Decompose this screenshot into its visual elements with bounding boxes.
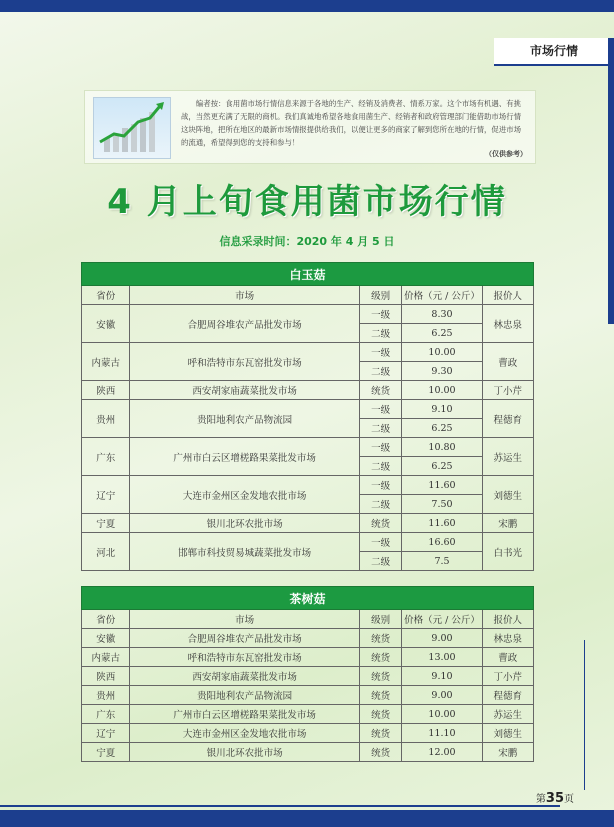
cell-grade: 统货 bbox=[359, 743, 401, 762]
column-header-grade: 级别 bbox=[359, 610, 401, 629]
column-header-reporter: 报价人 bbox=[482, 610, 533, 629]
page-number: 第35页 bbox=[535, 791, 574, 806]
footer-rule bbox=[0, 805, 560, 807]
cell-grade: 一级 bbox=[359, 400, 401, 419]
cell-market: 呼和浩特市东瓦窑批发市场 bbox=[130, 343, 360, 381]
cell-market: 广州市白云区增槎路果菜批发市场 bbox=[130, 438, 360, 476]
column-header-market: 市场 bbox=[130, 286, 360, 305]
column-header-province: 省份 bbox=[82, 286, 130, 305]
cell-reporter: 宋鹏 bbox=[482, 743, 533, 762]
cell-price: 9.00 bbox=[402, 686, 482, 705]
cell-grade: 一级 bbox=[359, 476, 401, 495]
cell-grade: 一级 bbox=[359, 533, 401, 552]
cell-grade: 二级 bbox=[359, 362, 401, 381]
cell-market: 贵阳地利农产品物流园 bbox=[130, 400, 360, 438]
section-tag-label: 市场行情 bbox=[529, 44, 578, 58]
bottom-band bbox=[0, 810, 614, 827]
table-row bbox=[82, 743, 534, 762]
table-row bbox=[82, 476, 534, 495]
table-row bbox=[82, 438, 534, 457]
cell-grade: 二级 bbox=[359, 552, 401, 571]
table-row bbox=[82, 343, 534, 362]
cell-reporter: 丁小芹 bbox=[482, 381, 533, 400]
cell-market: 贵阳地利农产品物流园 bbox=[130, 686, 360, 705]
cell-province: 贵州 bbox=[82, 686, 130, 705]
table-row bbox=[82, 705, 534, 724]
cell-province: 辽宁 bbox=[82, 724, 130, 743]
cell-reporter: 曹政 bbox=[482, 648, 533, 667]
cell-province: 内蒙古 bbox=[82, 343, 130, 381]
cell-price: 11.10 bbox=[402, 724, 482, 743]
table-row bbox=[82, 648, 534, 667]
cell-province: 陕西 bbox=[82, 667, 130, 686]
cell-reporter: 白书光 bbox=[482, 533, 533, 571]
cell-market: 银川北环农批市场 bbox=[130, 743, 360, 762]
cell-province: 河北 bbox=[82, 533, 130, 571]
page-number-value: 35 bbox=[545, 791, 564, 806]
cell-price: 11.60 bbox=[402, 514, 482, 533]
cell-price: 9.30 bbox=[402, 362, 482, 381]
cell-price: 6.25 bbox=[402, 324, 482, 343]
table-title-row bbox=[82, 587, 534, 610]
cell-price: 9.10 bbox=[402, 667, 482, 686]
table-row bbox=[82, 381, 534, 400]
table-row bbox=[82, 667, 534, 686]
cell-price: 12.00 bbox=[402, 743, 482, 762]
cell-reporter: 刘德生 bbox=[482, 724, 533, 743]
cell-province: 广东 bbox=[82, 438, 130, 476]
cell-price: 8.30 bbox=[402, 305, 482, 324]
cell-market: 合肥周谷堆农产品批发市场 bbox=[130, 629, 360, 648]
cell-reporter: 林忠泉 bbox=[482, 305, 533, 343]
cell-market: 合肥周谷堆农产品批发市场 bbox=[130, 305, 360, 343]
cell-market: 大连市金州区金发地农批市场 bbox=[130, 724, 360, 743]
cell-province: 宁夏 bbox=[82, 514, 130, 533]
editor-note bbox=[84, 90, 536, 164]
decorative-rule bbox=[584, 640, 585, 790]
cell-reporter: 程德育 bbox=[482, 400, 533, 438]
cell-reporter: 林忠泉 bbox=[482, 629, 533, 648]
cell-grade: 统货 bbox=[359, 705, 401, 724]
cell-grade: 统货 bbox=[359, 629, 401, 648]
reference-note: （仅供参考） bbox=[485, 150, 527, 158]
table-title: 茶树菇 bbox=[82, 587, 534, 610]
cell-grade: 二级 bbox=[359, 419, 401, 438]
cell-grade: 统货 bbox=[359, 648, 401, 667]
section-tag-bar bbox=[608, 38, 614, 64]
cell-price: 6.25 bbox=[402, 419, 482, 438]
cell-price: 10.00 bbox=[402, 381, 482, 400]
cell-grade: 统货 bbox=[359, 514, 401, 533]
cell-grade: 统货 bbox=[359, 686, 401, 705]
table-row bbox=[82, 724, 534, 743]
cell-grade: 统货 bbox=[359, 667, 401, 686]
cell-market: 西安胡家庙蔬菜批发市场 bbox=[130, 667, 360, 686]
table-row bbox=[82, 686, 534, 705]
cell-province: 安徽 bbox=[82, 305, 130, 343]
cell-market: 广州市白云区增槎路果菜批发市场 bbox=[130, 705, 360, 724]
rising-bars-icon bbox=[94, 98, 170, 158]
table-row bbox=[82, 400, 534, 419]
cell-grade: 统货 bbox=[359, 724, 401, 743]
cell-province: 宁夏 bbox=[82, 743, 130, 762]
info-date: 信息采录时间：2020 年 4 月 5 日 bbox=[219, 235, 395, 248]
price-table-2 bbox=[81, 586, 534, 762]
cell-province: 安徽 bbox=[82, 629, 130, 648]
cell-grade: 一级 bbox=[359, 343, 401, 362]
table-title: 白玉菇 bbox=[82, 263, 534, 286]
cell-price: 13.00 bbox=[402, 648, 482, 667]
cell-price: 7.50 bbox=[402, 495, 482, 514]
cell-market: 银川北环农批市场 bbox=[130, 514, 360, 533]
cell-province: 贵州 bbox=[82, 400, 130, 438]
table-title-row bbox=[82, 263, 534, 286]
cell-grade: 一级 bbox=[359, 438, 401, 457]
cell-price: 9.10 bbox=[402, 400, 482, 419]
cell-market: 大连市金州区金发地农批市场 bbox=[130, 476, 360, 514]
table-row bbox=[82, 305, 534, 324]
cell-market: 邯郸市科技贸易城蔬菜批发市场 bbox=[130, 533, 360, 571]
cell-reporter: 曹政 bbox=[482, 343, 533, 381]
cell-reporter: 宋鹏 bbox=[482, 514, 533, 533]
column-header-price: 价格（元 / 公斤） bbox=[402, 610, 482, 629]
column-header-price: 价格（元 / 公斤） bbox=[402, 286, 482, 305]
cell-province: 辽宁 bbox=[82, 476, 130, 514]
growth-chart-thumbnail bbox=[93, 97, 171, 159]
page-title: 4 月上旬食用菌市场行情 bbox=[107, 182, 507, 222]
cell-price: 10.00 bbox=[402, 705, 482, 724]
cell-grade: 统货 bbox=[359, 381, 401, 400]
cell-grade: 二级 bbox=[359, 495, 401, 514]
cell-market: 呼和浩特市东瓦窑批发市场 bbox=[130, 648, 360, 667]
cell-price: 10.00 bbox=[402, 343, 482, 362]
column-header-province: 省份 bbox=[82, 610, 130, 629]
cell-market: 西安胡家庙蔬菜批发市场 bbox=[130, 381, 360, 400]
table-row bbox=[82, 533, 534, 552]
cell-province: 广东 bbox=[82, 705, 130, 724]
cell-price: 10.80 bbox=[402, 438, 482, 457]
cell-price: 9.00 bbox=[402, 629, 482, 648]
column-header-market: 市场 bbox=[130, 610, 360, 629]
cell-grade: 一级 bbox=[359, 305, 401, 324]
cell-province: 内蒙古 bbox=[82, 648, 130, 667]
cell-price: 11.60 bbox=[402, 476, 482, 495]
column-header-grade: 级别 bbox=[359, 286, 401, 305]
table-header-row bbox=[82, 286, 534, 305]
column-header-reporter: 报价人 bbox=[482, 286, 533, 305]
cell-reporter: 苏运生 bbox=[482, 705, 533, 724]
cell-price: 16.60 bbox=[402, 533, 482, 552]
cell-price: 7.5 bbox=[402, 552, 482, 571]
top-band bbox=[0, 0, 614, 12]
table-header-row bbox=[82, 610, 534, 629]
price-table-1 bbox=[81, 262, 534, 571]
cell-reporter: 苏运生 bbox=[482, 438, 533, 476]
cell-price: 6.25 bbox=[402, 457, 482, 476]
table-row bbox=[82, 514, 534, 533]
editor-note-text: 编者按：食用菌市场行情信息来源于各地的生产、经销及消费者、情系万家。这个市场有机遇、有挑战，当然更充满了无限的商机。我们真诚地希望各地食用菌生产、经销者和政府管理部门能借助市场行情这块阵地，把所在地区的最新市场情报提供给我们，以便让更多的商家了解到您所在地的行情，促进市场的流通，希望得到您的支持和参与！ bbox=[181, 99, 521, 147]
cell-grade: 二级 bbox=[359, 457, 401, 476]
table-row bbox=[82, 629, 534, 648]
section-tag bbox=[494, 38, 614, 66]
cell-province: 陕西 bbox=[82, 381, 130, 400]
cell-grade: 二级 bbox=[359, 324, 401, 343]
cell-reporter: 刘德生 bbox=[482, 476, 533, 514]
cell-reporter: 程德育 bbox=[482, 686, 533, 705]
cell-reporter: 丁小芹 bbox=[482, 667, 533, 686]
